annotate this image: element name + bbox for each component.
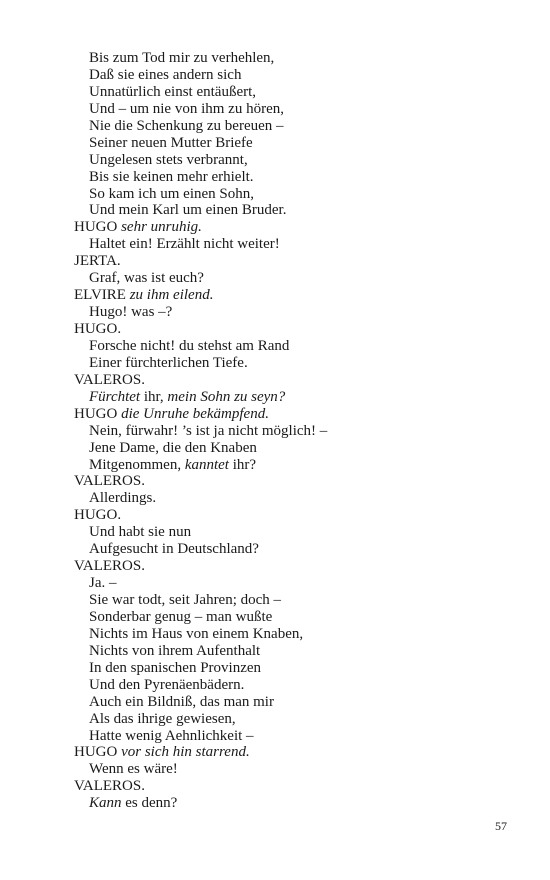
text-segment: Nein, fürwahr! ’s ist ja nicht möglich! –: [89, 422, 328, 439]
text-segment: Aufgesucht in Deutschland?: [89, 541, 259, 558]
text-segment: es denn?: [121, 795, 178, 812]
verse-line: [74, 152, 514, 169]
speaker-line: [74, 372, 514, 389]
text-segment: HUGO: [74, 744, 122, 761]
speaker-line: [74, 744, 514, 761]
text-segment: VALEROS.: [74, 473, 145, 490]
verse-line: [74, 457, 514, 474]
verse-line: [74, 626, 514, 643]
italic-text: Kann: [89, 795, 122, 812]
verse-line: [74, 135, 514, 152]
verse-line: [74, 84, 514, 101]
speaker-line: [74, 253, 514, 270]
verse-line: [74, 338, 514, 355]
text-segment: Daß sie eines andern sich: [89, 66, 242, 83]
text-segment: Nichts von ihrem Aufenthalt: [89, 642, 261, 659]
verse-line: [74, 761, 514, 778]
speaker-line: [74, 321, 514, 338]
text-segment: VALEROS.: [74, 778, 145, 795]
verse-line: [74, 677, 514, 694]
text-segment: Bis sie keinen mehr erhielt.: [89, 168, 254, 185]
text-segment: Und den Pyrenäenbädern.: [89, 676, 245, 693]
verse-line: [74, 50, 514, 67]
verse-line: [74, 795, 514, 812]
page-text: [74, 50, 514, 812]
italic-text: mein Sohn zu seyn?: [167, 388, 286, 405]
text-segment: Wenn es wäre!: [89, 761, 178, 778]
text-segment: Auch ein Bildniß, das man mir: [89, 693, 274, 710]
verse-line: [74, 186, 514, 203]
speaker-line: [74, 219, 514, 236]
verse-line: [74, 728, 514, 745]
text-segment: Und – um nie von ihm zu hören,: [89, 100, 284, 117]
text-segment: Ja. –: [89, 575, 117, 592]
text-segment: HUGO: [74, 219, 122, 236]
italic-text: Fürchtet: [89, 388, 141, 405]
text-segment: ihr,: [140, 388, 168, 405]
text-segment: VALEROS.: [74, 558, 145, 575]
verse-line: [74, 236, 514, 253]
text-segment: So kam ich um einen Sohn,: [89, 185, 254, 202]
text-segment: Allerdings.: [89, 490, 157, 507]
verse-line: [74, 575, 514, 592]
text-segment: Sonderbar genug – man wußte: [89, 608, 273, 625]
verse-line: [74, 694, 514, 711]
text-segment: HUGO.: [74, 321, 122, 337]
text-segment: Jene Dame, die den Knaben: [89, 439, 257, 456]
text-segment: Und habt sie nun: [89, 524, 192, 541]
verse-line: [74, 660, 514, 677]
italic-text: kanntet: [184, 456, 229, 473]
text-segment: Seiner neuen Mutter Briefe: [89, 134, 253, 151]
verse-line: [74, 440, 514, 457]
text-segment: Ungelesen stets verbrannt,: [89, 151, 248, 168]
text-segment: Nie die Schenkung zu bereuen –: [89, 117, 284, 134]
verse-line: [74, 101, 514, 118]
italic-text: zu ihm eilend.: [129, 287, 214, 304]
verse-line: [74, 541, 514, 558]
text-segment: Mitgenommen,: [89, 456, 185, 473]
verse-line: [74, 711, 514, 728]
verse-line: [74, 118, 514, 135]
verse-line: [74, 490, 514, 507]
speaker-line: [74, 558, 514, 575]
text-segment: In den spanischen Provinzen: [89, 659, 262, 676]
text-segment: Und mein Karl um einen Bruder.: [89, 202, 287, 219]
text-segment: Einer fürchterlichen Tiefe.: [89, 354, 248, 371]
text-segment: HUGO.: [74, 507, 122, 524]
verse-line: [74, 643, 514, 660]
text-segment: Graf, was ist euch?: [89, 270, 204, 287]
speaker-line: [74, 287, 514, 304]
verse-line: [74, 169, 514, 186]
verse-line: [74, 202, 514, 219]
italic-text: sehr unruhig.: [121, 219, 202, 236]
text-segment: Forsche nicht! du stehst am Rand: [89, 337, 290, 354]
verse-line: [74, 592, 514, 609]
verse-line: [74, 423, 514, 440]
verse-line: [74, 270, 514, 287]
verse-line: [74, 389, 514, 406]
verse-line: [74, 524, 514, 541]
italic-text: die Unruhe bekämpfend.: [121, 405, 269, 422]
text-segment: Als das ihrige gewiesen,: [89, 710, 236, 727]
text-segment: Haltet ein! Erzählt nicht weiter!: [89, 236, 280, 253]
text-segment: Sie war todt, seit Jahren; doch –: [89, 592, 282, 608]
text-segment: Nichts im Haus von einem Knaben,: [89, 625, 304, 642]
text-segment: Hatte wenig Aehnlichkeit –: [89, 727, 254, 744]
italic-text: vor sich hin starrend.: [121, 744, 250, 761]
text-segment: Hugo! was –?: [89, 304, 173, 321]
page-number: 57: [495, 819, 507, 833]
text-segment: Bis zum Tod mir zu verhehlen,: [89, 50, 275, 66]
speaker-line: [74, 406, 514, 423]
verse-line: [74, 355, 514, 372]
text-segment: JERTA.: [74, 253, 121, 270]
verse-line: [74, 609, 514, 626]
speaker-line: [74, 507, 514, 524]
text-segment: HUGO: [74, 405, 122, 422]
speaker-line: [74, 473, 514, 490]
text-segment: ELVIRE: [74, 287, 130, 304]
verse-line: [74, 67, 514, 84]
speaker-line: [74, 778, 514, 795]
text-segment: VALEROS.: [74, 371, 145, 388]
text-segment: Unnatürlich einst entäußert,: [89, 83, 257, 100]
text-segment: ihr?: [228, 456, 257, 473]
verse-line: [74, 304, 514, 321]
